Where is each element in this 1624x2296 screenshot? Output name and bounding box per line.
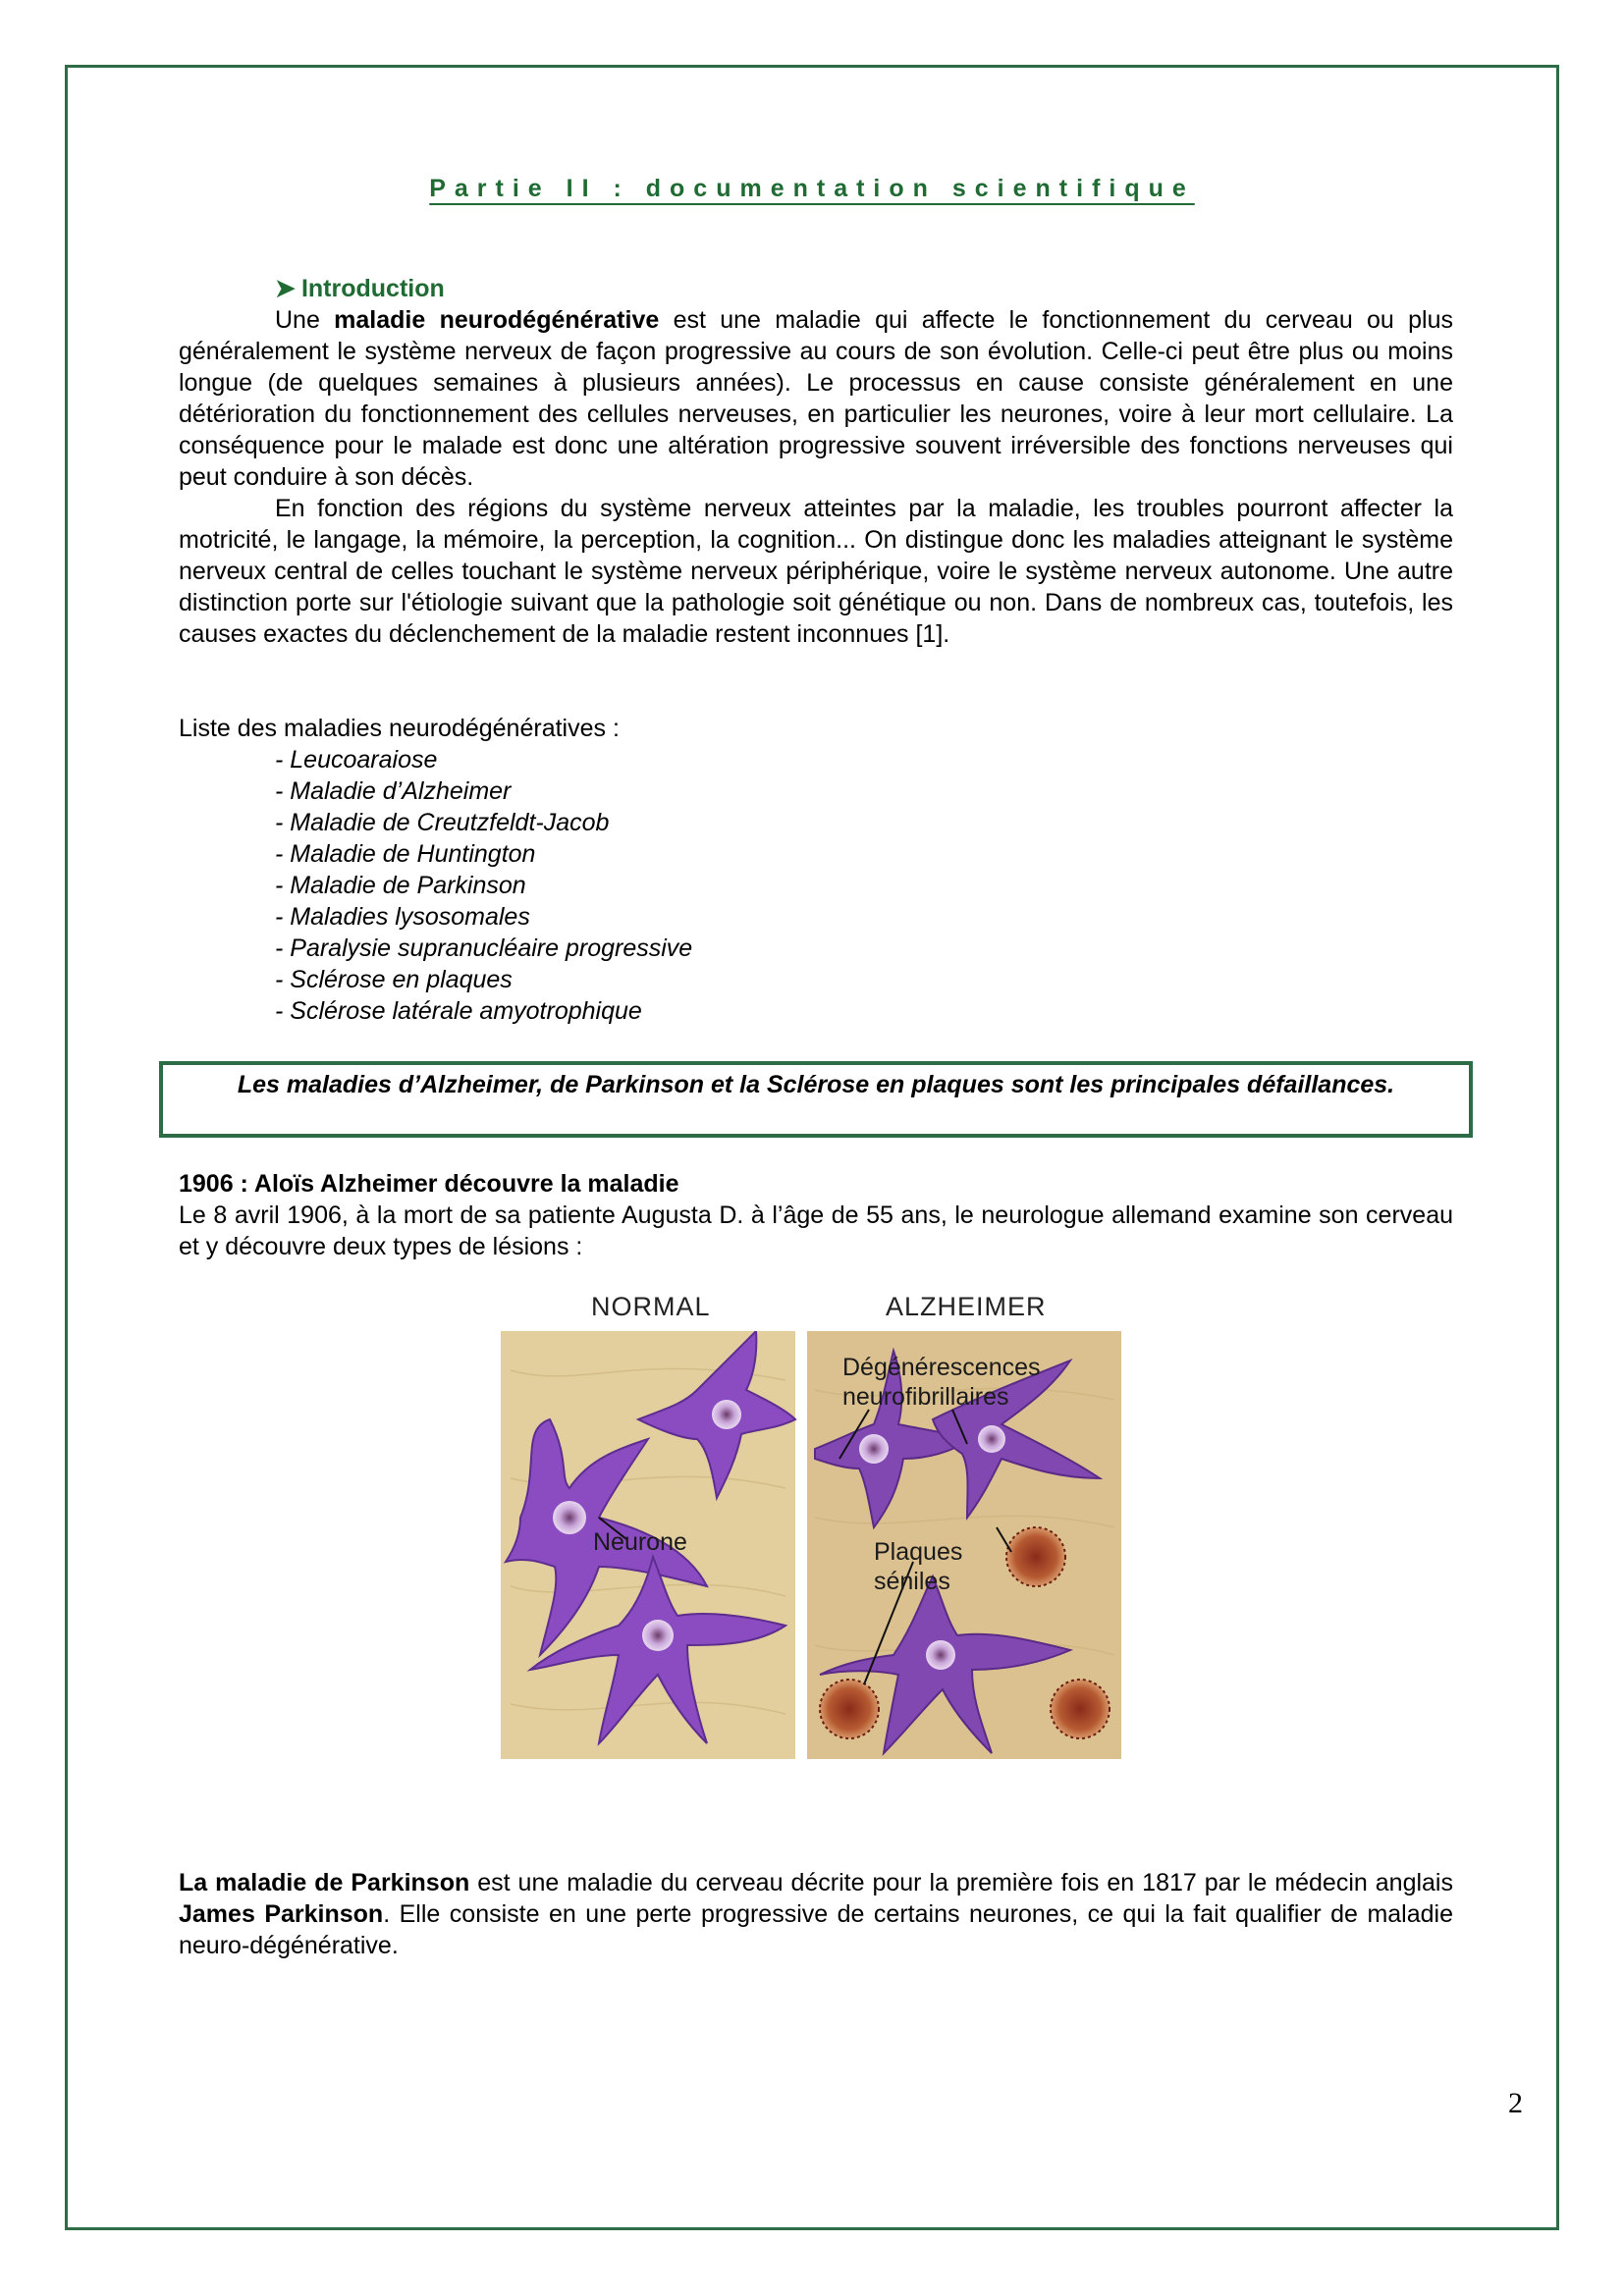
list-item: - Sclérose en plaques xyxy=(275,966,513,993)
annotation-degenerescences-line1: Dégénérescences xyxy=(842,1354,1041,1381)
annotation-plaques xyxy=(874,1537,962,1596)
parkinson-text-2: . Elle consiste en une perte progressive de certains neurones, ce qui la fait qualifier de maladie neuro-dégénérative. xyxy=(179,1900,1453,1959)
chevron-right-icon: ➤ xyxy=(275,275,296,302)
normal-nucleus-1 xyxy=(553,1501,586,1534)
figure-label-alzheimer: ALZHEIMER xyxy=(886,1292,1047,1321)
page-title: Partie II : documentation scientifique xyxy=(429,175,1195,202)
parkinson-text-1: est une maladie du cerveau décrite pour la première fois en 1817 par le médecin anglais xyxy=(469,1869,1453,1896)
normal-nucleus-3 xyxy=(642,1620,674,1651)
parkinson-paragraph xyxy=(179,1867,1453,1961)
disease-list xyxy=(275,744,692,1027)
intro-p1-bold: maladie neurodégénérative xyxy=(334,306,660,334)
list-item: - Maladie de Creutzfeldt-Jacob xyxy=(275,809,610,836)
annotation-plaques-line1: Plaques xyxy=(874,1538,963,1566)
list-item: - Leucoaraiose xyxy=(275,746,438,774)
annotation-degenerescences-line2: neurofibrillaires xyxy=(842,1383,1009,1411)
annotation-degenerescences xyxy=(842,1353,1041,1412)
alz-nucleus-3 xyxy=(926,1640,955,1670)
intro-paragraph-2: En fonction des régions du système nerveux atteintes par la maladie, les troubles pourront affecter la motricité, le langage, la mémoire, la perception, la cognition... On distingue donc les maladies atteignant le système nerveux central de celles touchant le système nerveux périphérique, voire le système nerveux autonome. Une autre distinction porte sur l'étiologie suivant que la pathologie soit génétique ou non. Dans de nombreux cas, toutefois, les causes exactes du déclenchement de la maladie restent inconnues [1]. xyxy=(179,495,1453,648)
intro-paragraph-1-body xyxy=(179,304,1453,493)
list-item: - Maladie de Parkinson xyxy=(275,872,526,899)
parkinson-bold-2: James Parkinson xyxy=(179,1900,384,1928)
list-item: - Maladie de Huntington xyxy=(275,840,536,868)
list-item: - Paralysie supranucléaire progressive xyxy=(275,934,693,962)
highlight-box: Les maladies d’Alzheimer, de Parkinson et la Sclérose en plaques sont les principales défaillances. xyxy=(159,1061,1473,1138)
figure-label-normal: NORMAL xyxy=(591,1292,711,1321)
alzheimer-text: Le 8 avril 1906, à la mort de sa patiente Augusta D. à l’âge de 55 ans, le neurologue allemand examine son cerveau et y découvre deux types de lésions : xyxy=(179,1201,1453,1260)
list-item: - Maladies lysosomales xyxy=(275,903,530,931)
intro-heading-text: Introduction xyxy=(300,275,445,302)
page-number: 2 xyxy=(1508,2087,1523,2119)
alzheimer-heading: 1906 : Aloïs Alzheimer découvre la maladie xyxy=(179,1170,679,1198)
annotation-plaques-line2: séniles xyxy=(874,1568,950,1595)
intro-paragraph-1 xyxy=(179,304,1453,650)
list-item: - Sclérose latérale amyotrophique xyxy=(275,997,642,1025)
panel-divider xyxy=(797,1331,805,1759)
list-title: Liste des maladies neurodégénératives : xyxy=(179,715,620,742)
annotation-neurone: Neurone xyxy=(593,1528,687,1556)
normal-nucleus-2 xyxy=(712,1400,741,1429)
alz-nucleus-2 xyxy=(978,1425,1005,1453)
intro-heading xyxy=(275,273,445,304)
intro-p1-post: est une maladie qui affecte le fonctionnement du cerveau ou plus généralement le système nerveux de façon progressive au cours de son évolution. Celle-ci peut être plus ou moins longue (de quelques semaines à plusieurs années). Le processus en cause consiste généralement en une détérioration du fonctionnement des cellules nerveuses, en particulier les neurones, voire à leur mort cellulaire. La conséquence pour le malade est donc une altération progressive souvent irréversible des fonctions nerveuses qui peut conduire à son décès. xyxy=(179,306,1454,491)
alz-nucleus-1 xyxy=(859,1434,889,1464)
list-item: - Maladie d’Alzheimer xyxy=(275,777,512,805)
parkinson-bold-1: La maladie de Parkinson xyxy=(179,1869,470,1896)
intro-p1-pre: Une xyxy=(275,306,335,334)
